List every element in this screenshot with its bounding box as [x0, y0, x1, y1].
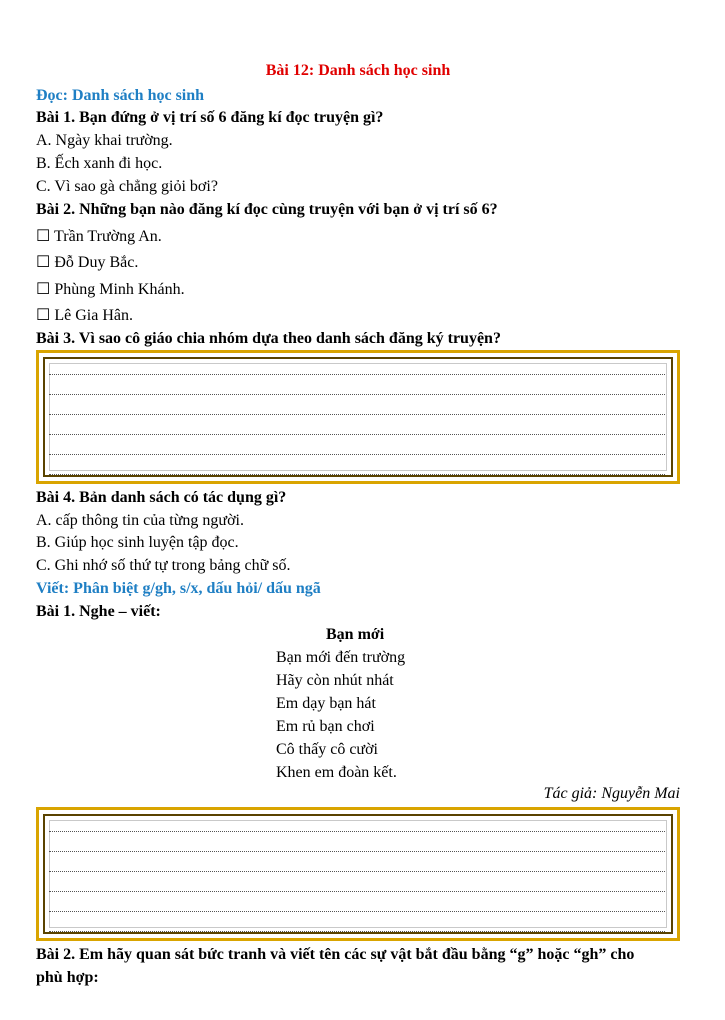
- reading-q2-option-2[interactable]: ☐ Đỗ Duy Bắc.: [36, 254, 139, 271]
- answer-line: [49, 911, 665, 912]
- reading-q4-option-c: C. Ghi nhớ số thứ tự trong bảng chữ số.: [36, 557, 291, 574]
- answer-line: [49, 434, 665, 435]
- writing-q1-question: Bài 1. Nghe – viết:: [36, 603, 161, 620]
- poem-line-5: Cô thấy cô cười: [276, 741, 378, 758]
- reading-q2-question: Bài 2. Những bạn nào đăng kí đọc cùng truyện với bạn ở vị trí số 6?: [36, 201, 498, 218]
- poem-line-6: Khen em đoàn kết.: [276, 764, 397, 781]
- reading-q2-option-1[interactable]: ☐ Trần Trường An.: [36, 228, 162, 245]
- reading-q4-option-a: A. cấp thông tin của từng người.: [36, 512, 244, 529]
- answer-box-dictation[interactable]: [36, 807, 680, 941]
- poem-line-2: Hãy còn nhút nhát: [276, 672, 394, 689]
- reading-q2-option-3[interactable]: ☐ Phùng Minh Khánh.: [36, 281, 185, 298]
- reading-section-heading: Đọc: Danh sách học sinh: [36, 87, 205, 104]
- poem-line-4: Em rủ bạn chơi: [276, 718, 375, 735]
- reading-q3-question: Bài 3. Vì sao cô giáo chia nhóm dựa theo danh sách đăng ký truyện?: [36, 330, 501, 347]
- reading-q1-option-c: C. Vì sao gà chẳng giỏi bơi?: [36, 178, 218, 195]
- poem-author: Tác giả: Nguyễn Mai: [543, 785, 680, 802]
- answer-line: [49, 931, 665, 932]
- writing-q2-question-line2: phù hợp:: [36, 969, 99, 986]
- reading-q1-option-b: B. Ếch xanh đi học.: [36, 155, 163, 172]
- reading-q1-question: Bài 1. Bạn đứng ở vị trí số 6 đăng kí đọc truyện gì?: [36, 109, 384, 126]
- answer-line: [49, 374, 665, 375]
- answer-line: [49, 394, 665, 395]
- answer-line: [49, 851, 665, 852]
- poem-line-3: Em dạy bạn hát: [276, 695, 376, 712]
- answer-line: [49, 891, 665, 892]
- answer-line: [49, 831, 665, 832]
- writing-q2-question-line1: Bài 2. Em hãy quan sát bức tranh và viết tên các sự vật bắt đầu bằng “g” hoặc “gh” cho: [36, 946, 635, 963]
- reading-q2-option-4[interactable]: ☐ Lê Gia Hân.: [36, 307, 133, 324]
- poem-title: Bạn mới: [326, 626, 385, 643]
- answer-line: [49, 454, 665, 455]
- reading-q4-question: Bài 4. Bản danh sách có tác dụng gì?: [36, 489, 287, 506]
- answer-line: [49, 474, 665, 475]
- poem-line-1: Bạn mới đến trường: [276, 649, 406, 666]
- writing-section-heading: Viết: Phân biệt g/gh, s/x, dấu hỏi/ dấu ngã: [36, 580, 321, 597]
- reading-q1-option-a: A. Ngày khai trường.: [36, 132, 173, 149]
- page-title: Bài 12: Danh sách học sinh: [265, 62, 451, 79]
- answer-line: [49, 414, 665, 415]
- answer-line: [49, 871, 665, 872]
- answer-box-q3[interactable]: [36, 350, 680, 484]
- reading-q4-option-b: B. Giúp học sinh luyện tập đọc.: [36, 534, 239, 551]
